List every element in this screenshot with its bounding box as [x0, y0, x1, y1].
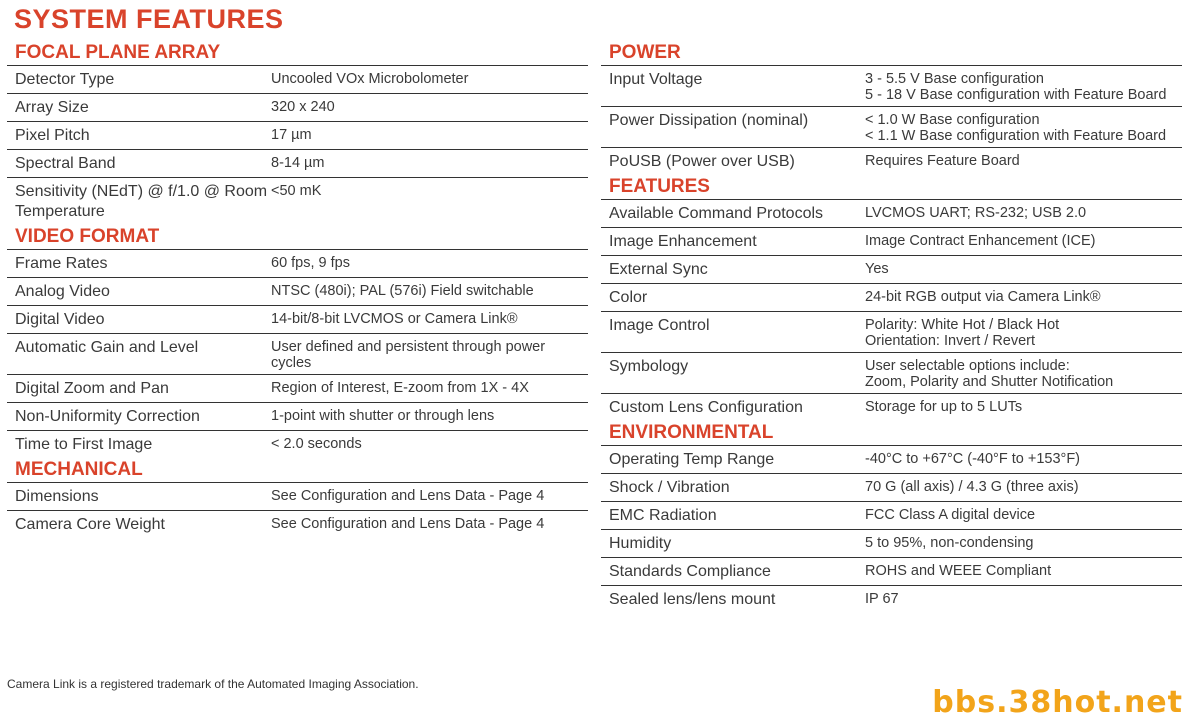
spec-label: Array Size	[15, 99, 89, 116]
spec-value: < 1.0 W Base configuration < 1.1 W Base configuration with Feature Board	[865, 112, 1167, 144]
spec-row-automatic-gain-and-level	[7, 334, 588, 375]
spec-value: IP 67	[865, 591, 899, 607]
spec-label: Image Control	[609, 317, 710, 334]
spec-row-image-control	[601, 312, 1182, 353]
spec-label: Sensitivity (NEdT) @ f/1.0 @ Room Temperature	[15, 183, 268, 220]
section-heading: ENVIRONMENTAL	[601, 421, 1182, 446]
spec-row-array-size	[7, 94, 588, 122]
spec-value: 70 G (all axis) / 4.3 G (three axis)	[865, 479, 1079, 495]
section-heading: VIDEO FORMAT	[7, 225, 588, 250]
spec-label: Time to First Image	[15, 436, 153, 453]
spec-label: Spectral Band	[15, 155, 116, 172]
spec-value: NTSC (480i); PAL (576i) Field switchable	[271, 283, 534, 299]
spec-row-power-dissipation-nominal	[601, 107, 1182, 148]
spec-row-available-command-protocols	[601, 200, 1182, 228]
spec-row-digital-zoom-and-pan	[7, 375, 588, 403]
spec-row-detector-type	[7, 66, 588, 94]
spec-label: Non-Uniformity Correction	[15, 408, 200, 425]
section-video-format	[7, 225, 588, 458]
spec-label: Shock / Vibration	[609, 479, 730, 496]
section-heading: POWER	[601, 41, 1182, 66]
section-heading: MECHANICAL	[7, 458, 588, 483]
spec-label: Available Command Protocols	[609, 205, 824, 222]
spec-label: External Sync	[609, 261, 708, 278]
spec-value: 24-bit RGB output via Camera Link®	[865, 289, 1101, 305]
section-power	[601, 41, 1182, 175]
spec-row-dimensions	[7, 483, 588, 511]
spec-row-external-sync	[601, 256, 1182, 284]
spec-row-symbology	[601, 353, 1182, 394]
spec-row-frame-rates	[7, 250, 588, 278]
spec-value: See Configuration and Lens Data - Page 4	[271, 516, 545, 532]
spec-value: -40°C to +67°C (-40°F to +153°F)	[865, 451, 1081, 467]
spec-value: <50 mK	[271, 183, 322, 199]
spec-label: EMC Radiation	[609, 507, 717, 524]
spec-row-input-voltage	[601, 66, 1182, 107]
spec-row-emc-radiation	[601, 502, 1182, 530]
spec-row-sealed-lens-lens-mount	[601, 586, 1182, 613]
spec-label: PoUSB (Power over USB)	[609, 153, 795, 170]
section-environmental	[601, 421, 1182, 613]
spec-label: Frame Rates	[15, 255, 108, 272]
spec-row-pousb-power-over-usb	[601, 148, 1182, 175]
spec-label: Pixel Pitch	[15, 127, 90, 144]
trademark-footnote: Camera Link is a registered trademark of the Automated Imaging Association.	[7, 677, 419, 691]
spec-row-sensitivity-nedt-f-1-0-room-temperature	[7, 178, 588, 225]
spec-label: Humidity	[609, 535, 672, 552]
spec-value: Yes	[865, 261, 889, 277]
spec-row-time-to-first-image	[7, 431, 588, 458]
spec-row-shock-vibration	[601, 474, 1182, 502]
right-column	[601, 41, 1182, 613]
spec-row-image-enhancement	[601, 228, 1182, 256]
spec-label: Analog Video	[15, 283, 110, 300]
spec-value: 14-bit/8-bit LVCMOS or Camera Link®	[271, 311, 518, 327]
spec-label: Input Voltage	[609, 71, 703, 88]
spec-row-non-uniformity-correction	[7, 403, 588, 431]
spec-label: Automatic Gain and Level	[15, 339, 199, 356]
spec-value: < 2.0 seconds	[271, 436, 362, 452]
spec-value: LVCMOS UART; RS-232; USB 2.0	[865, 205, 1087, 221]
spec-value: ROHS and WEEE Compliant	[865, 563, 1052, 579]
spec-label: Standards Compliance	[609, 563, 771, 580]
spec-label: Operating Temp Range	[609, 451, 775, 468]
spec-value: FCC Class A digital device	[865, 507, 1036, 523]
spec-value: 17 µm	[271, 127, 312, 143]
spec-row-analog-video	[7, 278, 588, 306]
section-focal-plane-array	[7, 41, 588, 225]
spec-value: 320 x 240	[271, 99, 335, 115]
spec-row-spectral-band	[7, 150, 588, 178]
page-title: SYSTEM FEATURES	[14, 4, 284, 34]
spec-value: User defined and persistent through power cycles	[271, 339, 546, 371]
spec-value: 1-point with shutter or through lens	[271, 408, 495, 424]
spec-label: Image Enhancement	[609, 233, 757, 250]
spec-row-operating-temp-range	[601, 446, 1182, 474]
spec-row-camera-core-weight	[7, 511, 588, 538]
section-mechanical	[7, 458, 588, 538]
spec-row-custom-lens-configuration	[601, 394, 1182, 421]
left-column	[7, 41, 588, 538]
spec-label: Dimensions	[15, 488, 99, 505]
watermark: bbs.38hot.net	[932, 685, 1183, 720]
spec-value: 3 - 5.5 V Base configuration 5 - 18 V Base configuration with Feature Board	[865, 71, 1167, 103]
spec-label: Digital Zoom and Pan	[15, 380, 169, 397]
spec-row-humidity	[601, 530, 1182, 558]
spec-value: Uncooled VOx Microbolometer	[271, 71, 469, 87]
spec-label: Camera Core Weight	[15, 516, 165, 533]
spec-value: Requires Feature Board	[865, 153, 1020, 169]
spec-label: Color	[609, 289, 648, 306]
spec-value: Image Contract Enhancement (ICE)	[865, 233, 1096, 249]
section-heading: FOCAL PLANE ARRAY	[7, 41, 588, 66]
spec-row-pixel-pitch	[7, 122, 588, 150]
spec-row-digital-video	[7, 306, 588, 334]
spec-value: 5 to 95%, non-condensing	[865, 535, 1034, 551]
spec-value: 8-14 µm	[271, 155, 325, 171]
section-heading: FEATURES	[601, 175, 1182, 200]
spec-row-color	[601, 284, 1182, 312]
spec-value: Region of Interest, E-zoom from 1X - 4X	[271, 380, 529, 396]
spec-value: 60 fps, 9 fps	[271, 255, 350, 271]
spec-value: Polarity: White Hot / Black Hot Orientation: Invert / Revert	[865, 317, 1060, 349]
spec-value: User selectable options include: Zoom, Polarity and Shutter Notification	[865, 358, 1114, 390]
spec-value: Storage for up to 5 LUTs	[865, 399, 1023, 415]
spec-label: Digital Video	[15, 311, 105, 328]
spec-label: Symbology	[609, 358, 689, 375]
spec-label: Sealed lens/lens mount	[609, 591, 776, 608]
section-features	[601, 175, 1182, 421]
spec-row-standards-compliance	[601, 558, 1182, 586]
spec-label: Power Dissipation (nominal)	[609, 112, 809, 129]
spec-label: Custom Lens Configuration	[609, 399, 803, 416]
spec-label: Detector Type	[15, 71, 115, 88]
spec-value: See Configuration and Lens Data - Page 4	[271, 488, 545, 504]
